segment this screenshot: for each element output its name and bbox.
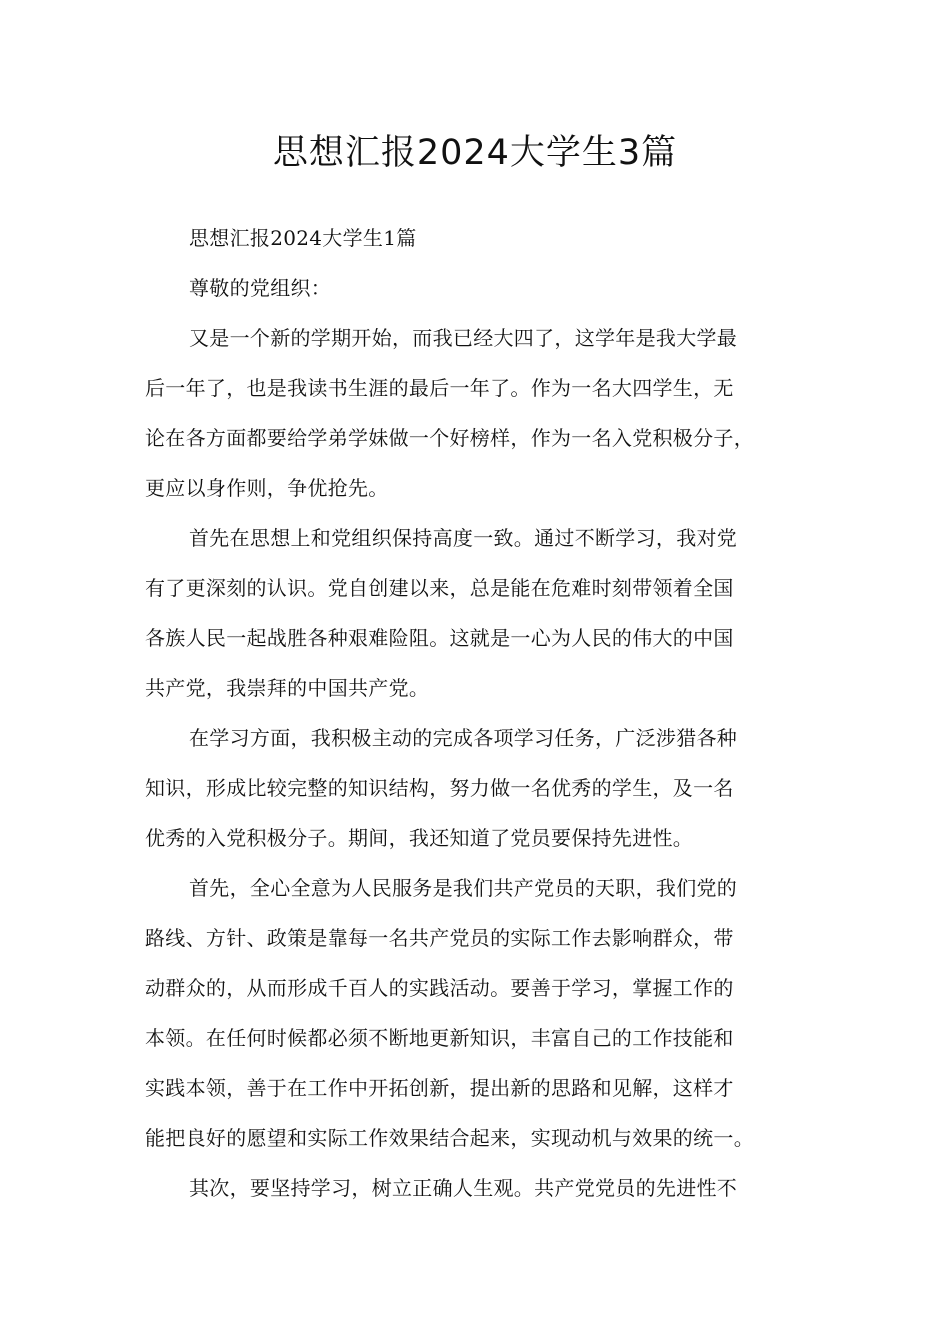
salutation: 尊敬的党组织： bbox=[189, 276, 332, 300]
paragraph-line: 知识，形成比较完整的知识结构，努力做一名优秀的学生，及一名 bbox=[145, 776, 734, 800]
paragraph-line: 后一年了，也是我读书生涯的最后一年了。作为一名大四学生，无 bbox=[145, 376, 734, 400]
paragraph-line: 各族人民一起战胜各种艰难险阻。这就是一心为人民的伟大的中国 bbox=[145, 626, 734, 650]
paragraph-line: 论在各方面都要给学弟学妹做一个好榜样，作为一名入党积极分子， bbox=[145, 426, 754, 450]
paragraph-line: 动群众的，从而形成千百人的实践活动。要善于学习，掌握工作的 bbox=[145, 976, 734, 1000]
document-body bbox=[145, 226, 825, 1226]
document-title: 思想汇报2024大学生3篇 bbox=[272, 133, 678, 173]
paragraph-line: 首先在思想上和党组织保持高度一致。通过不断学习，我对党 bbox=[189, 526, 738, 550]
section-heading: 思想汇报2024大学生1篇 bbox=[189, 226, 417, 250]
paragraph-line: 共产党，我崇拜的中国共产党。 bbox=[145, 676, 430, 700]
paragraph-line: 更应以身作则，争优抢先。 bbox=[145, 476, 389, 500]
paragraph-line: 本领。在任何时候都必须不断地更新知识，丰富自己的工作技能和 bbox=[145, 1026, 734, 1050]
paragraph-line: 实践本领，善于在工作中开拓创新，提出新的思路和见解，这样才 bbox=[145, 1076, 734, 1100]
paragraph-line: 其次，要坚持学习，树立正确人生观。共产党党员的先进性不 bbox=[189, 1176, 738, 1200]
paragraph-line: 在学习方面，我积极主动的完成各项学习任务，广泛涉猎各种 bbox=[189, 726, 738, 750]
paragraph-line: 路线、方针、政策是靠每一名共产党员的实际工作去影响群众，带 bbox=[145, 926, 734, 950]
paragraph-line: 有了更深刻的认识。党自创建以来，总是能在危难时刻带领着全国 bbox=[145, 576, 734, 600]
paragraph-line: 首先，全心全意为人民服务是我们共产党员的天职，我们党的 bbox=[189, 876, 738, 900]
paragraph-line: 又是一个新的学期开始，而我已经大四了，这学年是我大学最 bbox=[189, 326, 738, 350]
paragraph-line: 能把良好的愿望和实际工作效果结合起来，实现动机与效果的统一。 bbox=[145, 1126, 754, 1150]
paragraph-line: 优秀的入党积极分子。期间，我还知道了党员要保持先进性。 bbox=[145, 826, 694, 850]
